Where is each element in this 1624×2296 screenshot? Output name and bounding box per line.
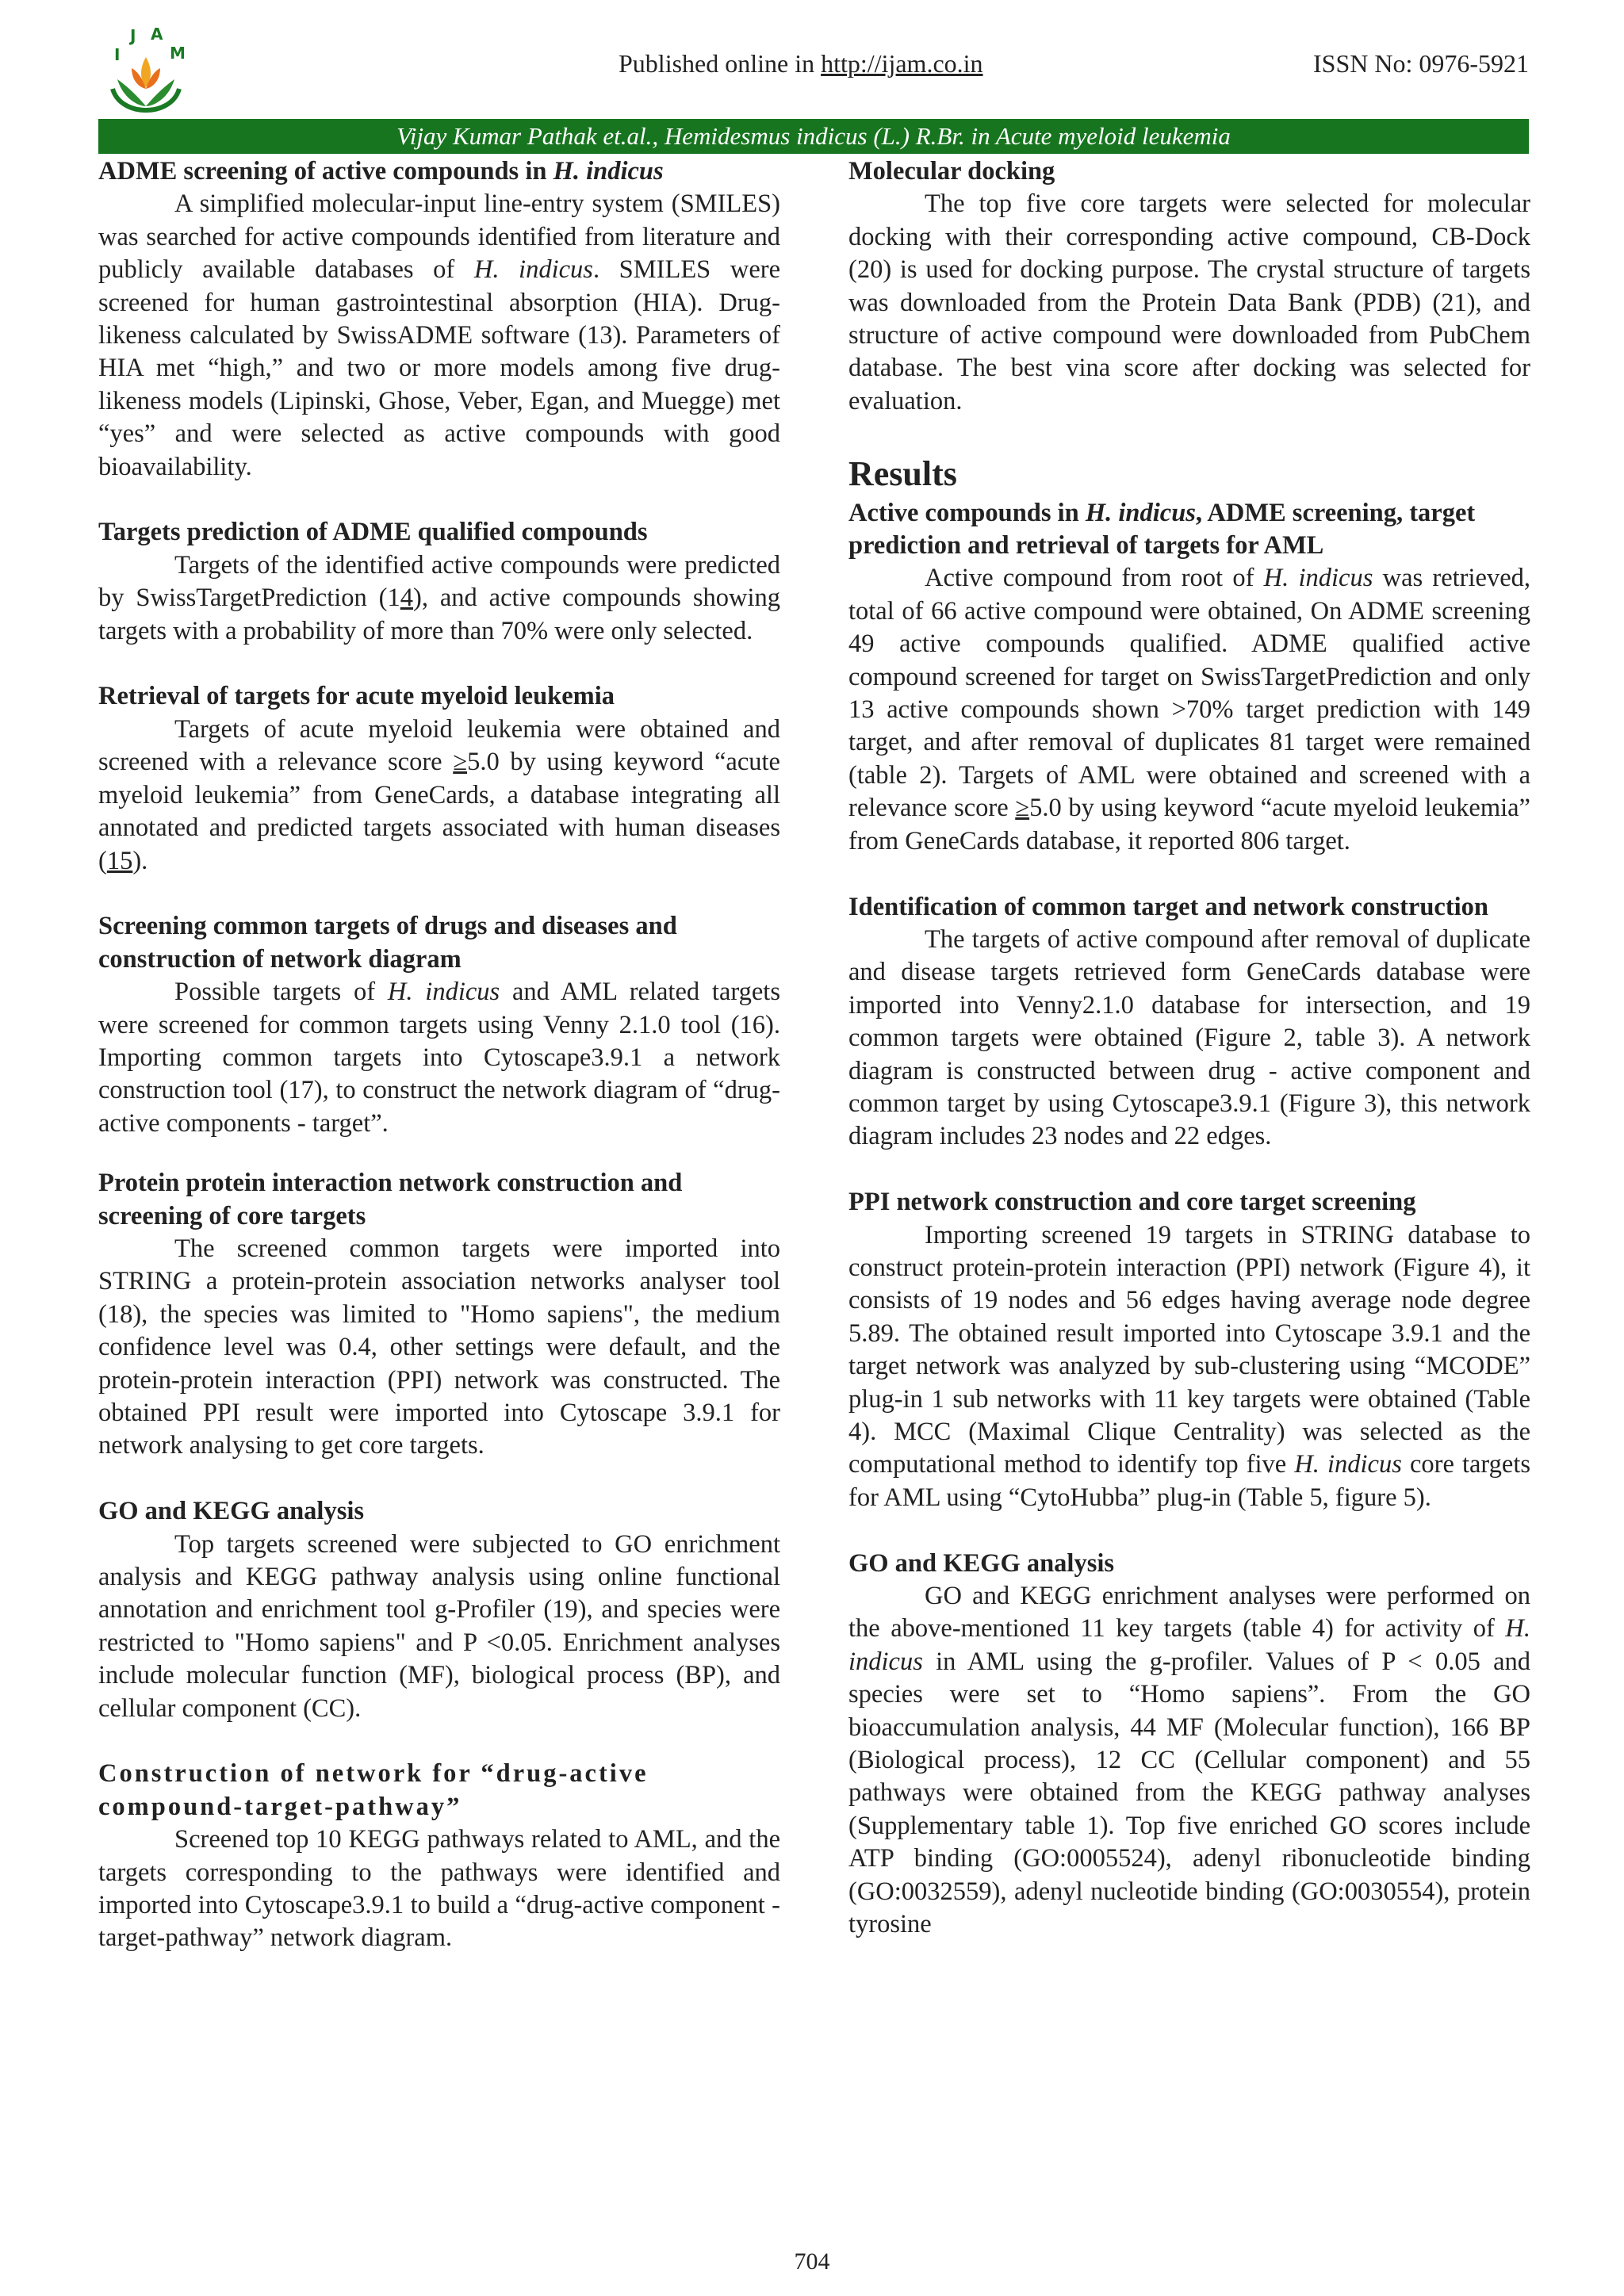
section-title-active-compounds: Active compounds in H. indicus, ADME screening, target prediction and retrieval of targets for AML <box>848 498 1476 561</box>
paragraph-adme: A simplified molecular-input line-entry system (SMILES) was searched for active compounds identified from literature and publicly available databases of H. indicus. SMILES were screened for human gastrointestinal absorption (HIA). Drug-likeness calculated by SwissADME software (13). Parameters of HIA met “high,” and two or more models among five drug-likeness models (Lipinski, Ghose, Veber, Egan, and Muegge) met “yes” and were selected as active compounds with good bioavailability. <box>98 189 780 481</box>
paragraph-identification: The targets of active compound after removal of duplicate and disease targets retrieved form GeneCards database were imported into Venny2.1.0 database for intersection, and 19 common targets were obtained (Figure 2, table 3). A network diagram is constructed between drug - active component and common target by using Cytoscape3.9.1 (Figure 3), this network diagram includes 23 nodes and 22 edges. <box>848 924 1530 1151</box>
section-title-common-targets: Screening common targets of drugs and diseases and construction of network diagram <box>98 912 677 974</box>
section-title-aml-targets: Retrieval of targets for acute myeloid leukemia <box>98 682 615 711</box>
results-heading: Results <box>848 453 957 493</box>
paragraph-targets-prediction: Targets of the identified active compounds were predicted by SwissTargetPrediction (14), and active compounds showing targets with a probability of more than 70% were only selected. <box>98 550 780 645</box>
svg-text:A: A <box>151 25 163 44</box>
right-column <box>848 155 1530 1941</box>
ref-link-15[interactable]: 15 <box>106 846 133 875</box>
section-title-go-kegg: GO and KEGG analysis <box>98 1497 365 1526</box>
paragraph-network-construction: Screened top 10 KEGG pathways related to AML, and the targets corresponding to the pathways were identified and imported into Cytoscape3.9.1 to build a “drug-active component -target-pathway” network diagram. <box>98 1825 780 1953</box>
svg-text:M: M <box>170 44 186 63</box>
section-title-targets-prediction: Targets prediction of ADME qualified compounds <box>98 518 648 547</box>
section-title-adme: ADME screening of active compounds in H. indicus <box>98 157 664 186</box>
paragraph-common-targets: Possible targets of H. indicus and AML related targets were screened for common targets using Venny 2.1.0 tool (16). Importing common targets into Cytoscape3.9.1 a network construction tool (17), to construct the network diagram of “drug- active components - target”. <box>98 978 780 1138</box>
paragraph-ppi-core: Importing screened 19 targets in STRING database to construct protein-protein interaction (PPI) network (Figure 4), it consists of 19 nodes and 56 edges having average node degree 5.89. The obtained result imported into Cytoscape 3.9.1 and the target network was analyzed by sub-clustering using “MCODE” plug-in 1 sub networks with 11 key targets were obtained (Table 4). MCC (Maximal Clique Centrality) was selected as the computational method to identify top five H. indicus core targets for AML using “CytoHubba” plug-in (Table 5, figure 5). <box>848 1220 1530 1512</box>
paragraph-go-kegg: Top targets screened were subjected to GO enrichment analysis and KEGG pathway analysis using online functional annotation and enrichment tool g-Profiler (19), and species were restricted to "Homo sapiens" and P <0.05. Enrichment analyses include molecular function (MF), biological process (BP), and cellular component (CC). <box>98 1529 780 1723</box>
paragraph-aml-targets: Targets of acute myeloid leukemia were obtained and screened with a relevance score ≥5.0 by using keyword “acute myeloid leukemia” from GeneCards, a database integrating all annotated and predicted targets associated with human diseases (15). <box>98 714 780 875</box>
section-title-molecular-docking: Molecular docking <box>848 157 1055 186</box>
published-online-line <box>619 48 983 79</box>
section-title-go-kegg-results: GO and KEGG analysis <box>848 1548 1115 1578</box>
section-title-ppi-construction: Protein protein interaction network construction and screening of core targets <box>98 1169 683 1230</box>
svg-text:J: J <box>130 26 136 45</box>
paragraph-ppi-construction: The screened common targets were imported into STRING a protein-protein association networks analyser tool (18), the species was limited to "Homo sapiens", the medium confidence level was 0.4, other settings were default, and the protein-protein interaction (PPI) network was constructed. The obtained PPI result were imported into Cytoscape 3.9.1 for network analysing to get core targets. <box>98 1234 780 1460</box>
paragraph-molecular-docking: The top five core targets were selected for molecular docking with their corresponding active compound, CB-Dock (20) is used for docking purpose. The crystal structure of targets was downloaded from the Protein Data Bank (PDB) (21), and structure of active compound were downloaded from PubChem database. The best vina score after docking was selected for evaluation. <box>848 189 1530 415</box>
issn: ISSN No: 0976-5921 <box>1312 49 1529 78</box>
ref-link-14[interactable]: 4 <box>400 584 413 613</box>
paragraph-go-kegg-results: GO and KEGG enrichment analyses were performed on the above-mentioned 11 key targets (table 4) for activity of H. indicus in AML using the g-profiler. Values of P < 0.05 and species were set to “Homo sapiens”. From the GO bioaccumulation analysis, 44 MF (Molecular function), 166 BP (Biological process), 12 CC (Cellular component) and 55 pathways were obtained from the KEGG pathway analyses (Supplementary table 1). Top five enriched GO scores include ATP binding (GO:0005524), adenyl ribonucleotide binding (GO:0032559), adenyl nucleotide binding (GO:0030554), protein tyrosine <box>848 1582 1530 1939</box>
paragraph-active-compounds: Active compound from root of H. indicus was retrieved, total of 66 active compound were obtained, On ADME screening 49 active compounds qualified. ADME qualified active compound screened for target on SwissTargetPrediction and only 13 active compounds shown >70% target prediction with 149 target, and after removal of duplicates 81 target were remained (table 2). Targets of AML were obtained and screened with a relevance score ≥5.0 by using keyword “acute myeloid leukemia” from GeneCards database, it reported 806 target. <box>848 564 1530 855</box>
svg-text:I: I <box>114 45 121 64</box>
left-column <box>98 155 780 1955</box>
published-prefix: Published online in <box>619 49 822 78</box>
running-header-banner: Vijay Kumar Pathak et.al., Hemidesmus indicus (L.) R.Br. in Acute myeloid leukemia <box>98 119 1529 154</box>
section-title-identification: Identification of common target and network construction <box>848 892 1489 921</box>
journal-url-link[interactable]: http://ijam.co.in <box>821 49 983 78</box>
page-number: 704 <box>794 2248 830 2275</box>
journal-logo <box>102 24 190 127</box>
section-title-network-construction: Construction of network for “drug-active compound-target-pathway” <box>98 1759 649 1821</box>
section-title-ppi-core: PPI network construction and core target screening <box>848 1188 1416 1217</box>
